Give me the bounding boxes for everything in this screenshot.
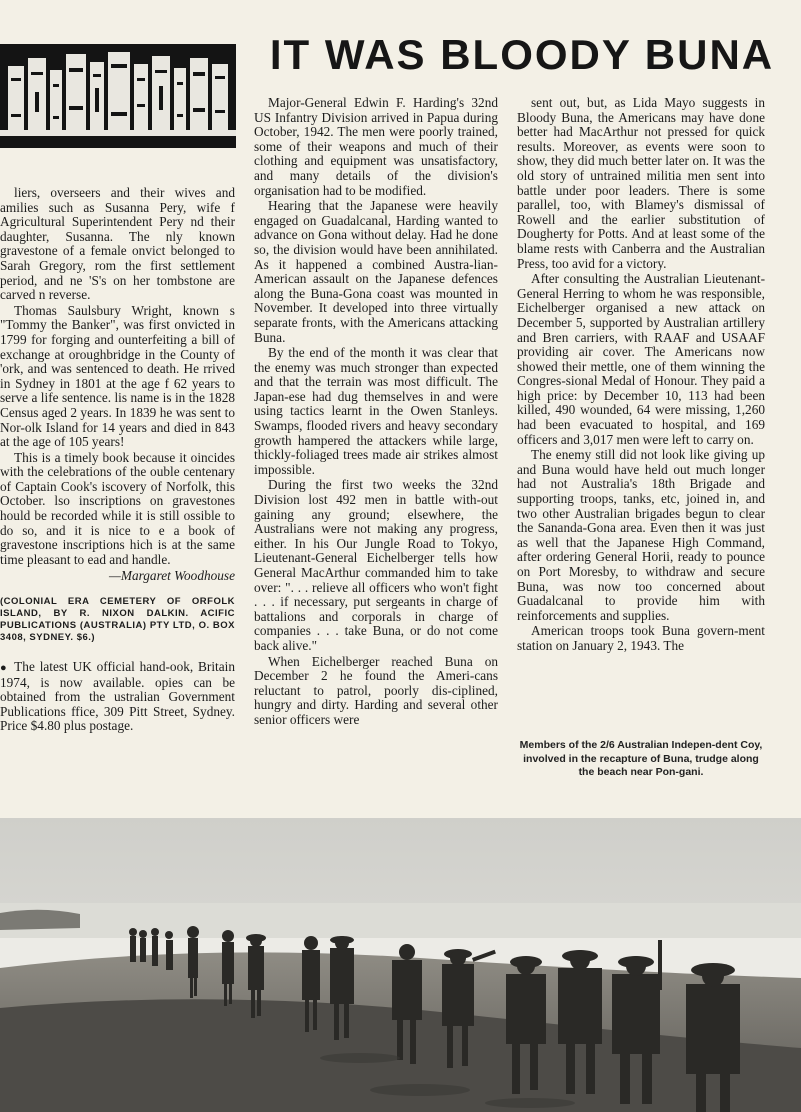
notice-paragraph bbox=[0, 660, 235, 734]
bullet-icon: ● bbox=[0, 662, 9, 675]
paragraph: During the first two weeks the 32nd Division lost 492 men in battle with-out gaining any ground; elsewhere, the Australians were not making any progress, either. In his Our Jungle Road to Tokyo, Lieutenant-General Eichelberger tells how General MacArthur commanded him to take over: ". . . relieve all officers who won't fight . . . if necessary, put sergeants in charge of battalions and corporals in charge of companies . . . take Buna, or do not come back alive." bbox=[254, 477, 498, 653]
paragraph: By the end of the month it was clear that the enemy was much stronger than expected and that the terrain was most difficult. The Japan-ese had dug themselves in and were using tactics learnt in the Owen Stanleys. Swamps, flooded rivers and heavy secondary growth hampered the attackers while large, thickly-foliaged trees made air strikes almost impossible. bbox=[254, 345, 498, 477]
photo-caption: Members of the 2/6 Australian Indepen-dent Coy, involved in the recapture of Buna, trudge along the beach near Pon-gani. bbox=[519, 739, 763, 778]
notice-text: The latest UK official hand-ook, Britain 1974, is now available. opies can be obtained from the ustralian Government Publications ffice, 309 Pitt Street, Sydney. Price $4.80 plus postage. bbox=[0, 659, 235, 734]
book-citation: (COLONIAL ERA CEMETERY OF ORFOLK ISLAND, BY R. NIXON DALKIN. ACIFIC PUBLICATIONS (AUSTRALIA) PTY LTD, O. BOX 3408, SYDNEY. $6.) bbox=[0, 596, 235, 644]
paragraph: American troops took Buna govern-ment station on January 2, 1943. The bbox=[517, 623, 765, 653]
article-headline: IT WAS BLOODY BUNA bbox=[269, 31, 775, 78]
paragraph: The enemy still did not look like giving up and Buna would have held out much longer had not Australia's 18th Brigade and supporting troops, tanks, etc, joined in, and two other Australian brigades begun to clear the Sananda-Gona area. Even then it was just as well that the Japanese High Command, after ordering General Horii, ready to pounce on Port Moresby, to withdraw and secure Buna, was now too concerned about Guadalcanal to provide him with reinforcements and supplies. bbox=[517, 447, 765, 623]
paragraph: This is a timely book because it oincides with the celebrations of the ouble centenary of Captain Cook's iscovery of Norfolk, this October. lso inscriptions on gravestones hould be recorded while it is still ossible to do so, and it is nice to e a book of gravestone inscriptions hich is at the same time pleasant to ead and handle. bbox=[0, 449, 235, 567]
paragraph: sent out, but, as Lida Mayo suggests in Bloody Buna, the Americans may have done better had MacArthur not pressed for quick results. Moreover, as events were soon to show, they did much better later on. It was the old story of untrained militia men sent into battle under poor leaders. There is some parallel, too, with Blamey's dismissal of Rowell and the earlier substitution of Dougherty for Potts. And at least some of the blame rests with Canberra and the Australian Press, too avid for a victory. bbox=[517, 96, 765, 271]
soldiers-on-beach-photo bbox=[0, 818, 801, 1112]
column-middle bbox=[254, 96, 498, 728]
paragraph: After consulting the Australian Lieutenant-General Herring to whom he was responsible, Eichelberger organised a new attack on December 5, supported by Australian artillery and Bren carriers, with RAAF and USAAF providing air cover. The Americans now showed their mettle, one of them winning the Congres-sional Medal of Honour. They paid a high price: by December 10, 113 had been killed, 490 wounded, 64 were missing, 1,260 had been evacuated to hospital, and 169 officers and 3,017 men were left to carry on. bbox=[517, 271, 765, 447]
paragraph: Thomas Saulsbury Wright, known s "Tommy the Banker", was first onvicted in 1799 for forging and ounterfeiting a bill of exchange at oroughbridge in the County of 'ork, and was sentenced to death. He rrived in Sydney in 1801 at the age f 62 years to serve a life sentence. lis name is in the 1828 Census aged 2 years. In 1839 he was sent to Nor-olk Island for 14 years and died in 843 at the age of 105 years! bbox=[0, 302, 235, 450]
column-left bbox=[0, 186, 235, 734]
paragraph: Hearing that the Japanese were heavily engaged on Guadalcanal, Harding wanted to advance on Gona without delay. Had he done so, the division would have been annihilated. As it happened a combined Austra-lian-American assault on the Japanese defences along the Buna-Gona coast was mounted in November. It developed into three virtually separate fronts, with the Americans attacking Buna. bbox=[254, 198, 498, 345]
bookshelf-logo bbox=[0, 44, 236, 148]
column-right bbox=[517, 96, 765, 654]
paragraph: liers, overseers and their wives and amilies such as Susanna Pery, wife f Agricultural Superintendent Pery nd their daughter, Susanna. The nly known gravestone of a female onvict belonged to Sarah Gregory, rom the first settlement period, and ne 'S's on her tombstone are carved n reverse. bbox=[0, 186, 235, 303]
paragraph: Major-General Edwin F. Harding's 32nd US Infantry Division arrived in Papua during October, 1942. The men were poorly trained, some of their weapons and much of their clothing and equipment was unsatisfactory, and many details of the division's organisation had to be modified. bbox=[254, 96, 498, 198]
review-signature: —Margaret Woodhouse bbox=[109, 568, 235, 584]
paragraph: When Eichelberger reached Buna on December 2 he found the Ameri-cans reluctant to patrol, poorly dis-ciplined, hungry and dirty. Harding and several other senior officers were bbox=[254, 653, 498, 727]
